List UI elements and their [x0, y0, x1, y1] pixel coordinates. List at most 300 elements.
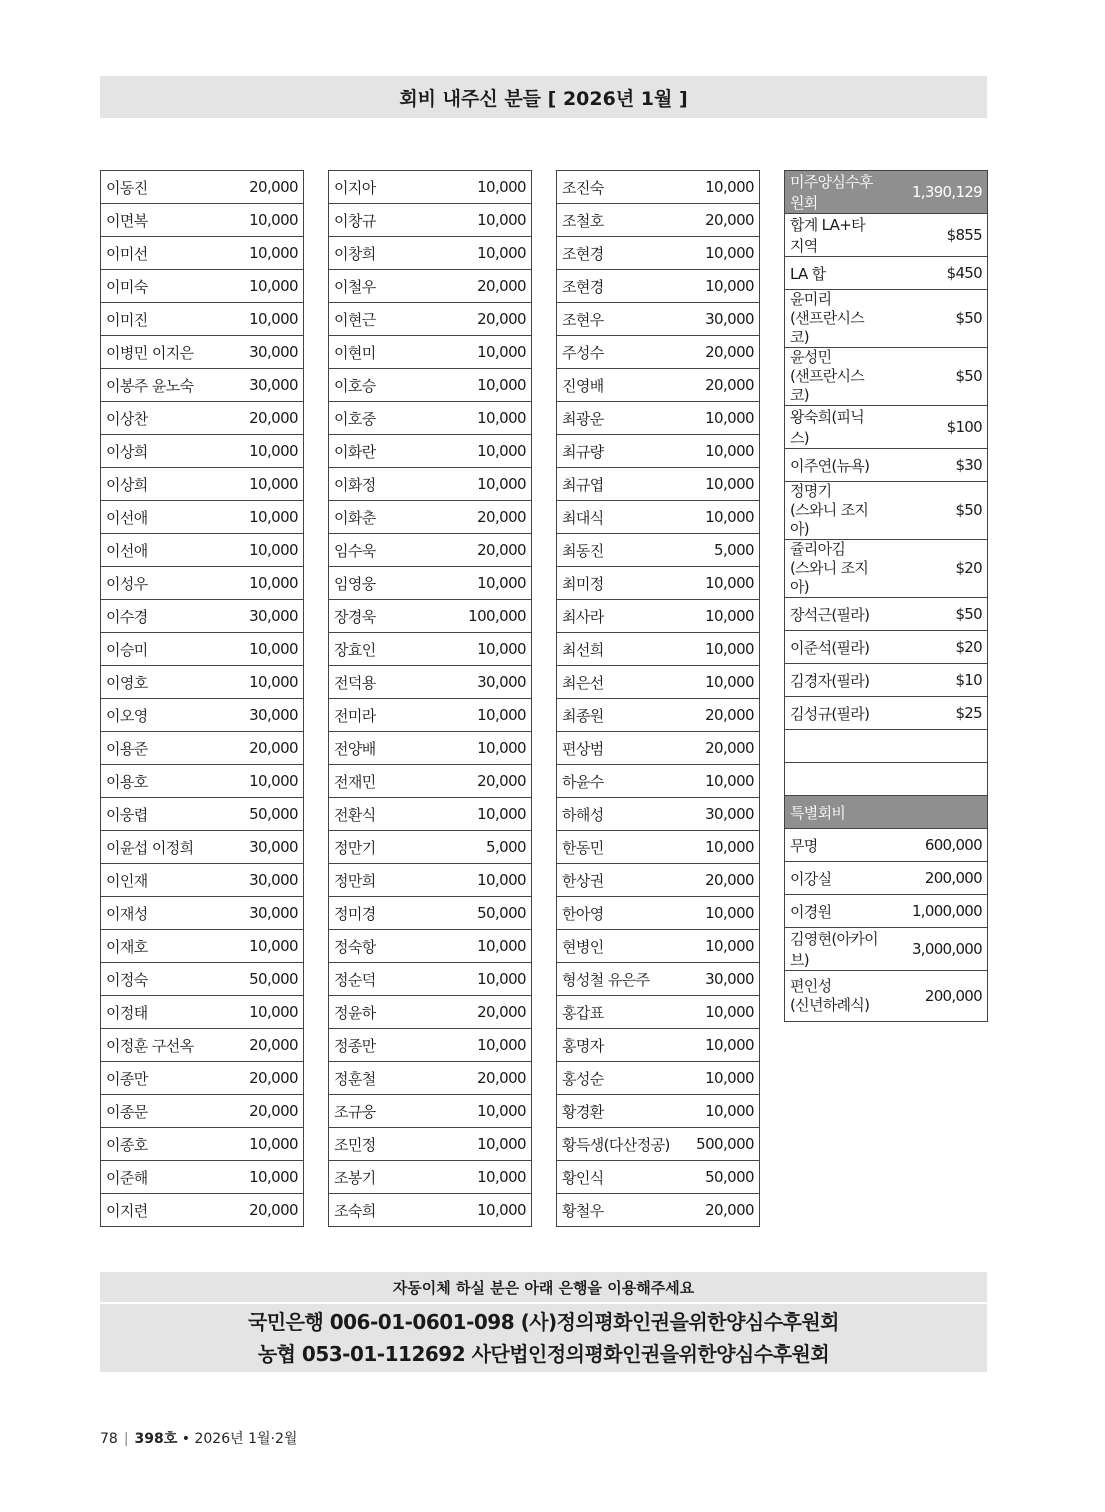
donation-amount: 500,000: [658, 1128, 760, 1161]
table-row: [329, 963, 532, 996]
table-row: [101, 798, 304, 831]
donor-name: 합계 LA+타 지역: [785, 214, 887, 257]
donation-amount: $50: [886, 348, 988, 406]
donation-amount: 20,000: [430, 534, 532, 567]
donation-amount: 10,000: [202, 534, 304, 567]
donation-amount: 10,000: [202, 1161, 304, 1194]
donation-amount: 10,000: [202, 765, 304, 798]
donation-amount: 10,000: [658, 501, 760, 534]
donation-amount: 20,000: [202, 402, 304, 435]
donor-name: 조현경: [557, 270, 659, 303]
table-row: [101, 270, 304, 303]
table-row: [329, 930, 532, 963]
donor-name: 조규웅: [329, 1095, 431, 1128]
donor-name: 이상희: [101, 435, 203, 468]
donor-name: 전양배: [329, 732, 431, 765]
us-section-header: [785, 171, 988, 214]
donor-name: 이상찬: [101, 402, 203, 435]
donation-amount: 100,000: [430, 600, 532, 633]
donor-name: 이성우: [101, 567, 203, 600]
bank-line-nonghyup: 농협 053-01-112692 사단법인정의평화인권을위한양심수후원회: [257, 1341, 830, 1366]
donation-amount: 10,000: [430, 402, 532, 435]
donor-name: 이지아: [329, 171, 431, 204]
table-row: [329, 204, 532, 237]
table-row: [557, 996, 760, 1029]
donation-amount: 10,000: [202, 666, 304, 699]
donor-name: 장석근(필라): [785, 598, 887, 631]
donor-name: 정만희: [329, 864, 431, 897]
donation-amount: 10,000: [202, 501, 304, 534]
table-row: [785, 449, 988, 482]
donation-amount: 10,000: [430, 1029, 532, 1062]
donation-amount: 10,000: [658, 831, 760, 864]
page-title: 회비 내주신 분들 [ 2026년 1월 ]: [100, 76, 987, 118]
donation-amount: $20: [886, 631, 988, 664]
table-row: [785, 598, 988, 631]
donation-amount: 10,000: [430, 798, 532, 831]
special-section-header: [785, 796, 988, 829]
donor-name: 조현우: [557, 303, 659, 336]
donor-name: 쥴리아김 (스와니 조지아): [785, 540, 887, 598]
table-row: [101, 1194, 304, 1227]
donor-name: 최광운: [557, 402, 659, 435]
donation-amount: $25: [886, 697, 988, 730]
table-row: [329, 1095, 532, 1128]
table-row: [101, 732, 304, 765]
donation-amount: 20,000: [658, 336, 760, 369]
table-row: [101, 237, 304, 270]
table-row: [329, 336, 532, 369]
us-section-total: 1,390,129: [886, 171, 988, 214]
donor-table-2: [328, 170, 532, 1227]
table-row: [557, 468, 760, 501]
donor-table-1: [100, 170, 304, 1227]
donor-name: 조현경: [557, 237, 659, 270]
donor-name: 무명: [785, 829, 887, 862]
donor-name: 최사라: [557, 600, 659, 633]
donation-amount: 20,000: [658, 1194, 760, 1227]
donation-amount: 20,000: [430, 303, 532, 336]
donor-name: 이철우: [329, 270, 431, 303]
donor-name: 조숙희: [329, 1194, 431, 1227]
donation-amount: 10,000: [202, 237, 304, 270]
donation-amount: $10: [886, 664, 988, 697]
donation-amount: 20,000: [430, 1062, 532, 1095]
donor-name: 이지련: [101, 1194, 203, 1227]
donation-amount: 30,000: [202, 699, 304, 732]
donor-name: LA 합: [785, 257, 887, 290]
donation-amount: 200,000: [886, 862, 988, 895]
donation-amount: 30,000: [202, 864, 304, 897]
table-row: [557, 336, 760, 369]
donation-amount: 20,000: [202, 1029, 304, 1062]
table-row: [329, 699, 532, 732]
donor-name: 이화춘: [329, 501, 431, 534]
table-row: [101, 501, 304, 534]
table-row: [101, 369, 304, 402]
table-row: [557, 1194, 760, 1227]
donation-amount: 10,000: [658, 435, 760, 468]
donor-name: 전환식: [329, 798, 431, 831]
table-row: [329, 1161, 532, 1194]
table-row: [329, 897, 532, 930]
table-row: [101, 1161, 304, 1194]
table-row: [329, 1029, 532, 1062]
donation-amount: 20,000: [658, 732, 760, 765]
donation-amount: 20,000: [658, 864, 760, 897]
donor-name: 김성규(필라): [785, 697, 887, 730]
donation-amount: 30,000: [202, 831, 304, 864]
donation-amount: $855: [886, 214, 988, 257]
table-row: [329, 1062, 532, 1095]
table-row: [557, 600, 760, 633]
donation-amount: 200,000: [886, 971, 988, 1022]
donation-amount: 20,000: [202, 732, 304, 765]
table-row: [785, 540, 988, 598]
donor-name: 정훈철: [329, 1062, 431, 1095]
donation-amount: 10,000: [430, 864, 532, 897]
donation-amount: 10,000: [430, 1194, 532, 1227]
donation-amount: 10,000: [658, 402, 760, 435]
table-row: [557, 567, 760, 600]
donor-name: 최규엽: [557, 468, 659, 501]
donation-amount: 30,000: [658, 798, 760, 831]
table-row: [785, 290, 988, 348]
donation-amount: 10,000: [430, 435, 532, 468]
table-row: [557, 798, 760, 831]
donor-name: 장경욱: [329, 600, 431, 633]
donation-amount: 20,000: [658, 369, 760, 402]
issue-date: 2026년 1월·2월: [194, 1431, 298, 1447]
donation-amount: 10,000: [202, 930, 304, 963]
donor-name: 윤미리 (샌프란시스코): [785, 290, 887, 348]
table-row: [329, 831, 532, 864]
donation-amount: 10,000: [430, 963, 532, 996]
donor-name: 이현미: [329, 336, 431, 369]
table-row: [557, 732, 760, 765]
donor-name: 이오영: [101, 699, 203, 732]
donation-amount: 20,000: [430, 765, 532, 798]
donor-name: 이종문: [101, 1095, 203, 1128]
table-row: [329, 996, 532, 1029]
donor-name: 임수욱: [329, 534, 431, 567]
donor-name: 황철우: [557, 1194, 659, 1227]
table-row: [557, 1095, 760, 1128]
donor-name: 이재호: [101, 930, 203, 963]
donor-name: 이선애: [101, 501, 203, 534]
donor-name: 현병인: [557, 930, 659, 963]
donor-name: 최규량: [557, 435, 659, 468]
donation-amount: 10,000: [430, 237, 532, 270]
donation-amount: 10,000: [658, 171, 760, 204]
table-row: [557, 666, 760, 699]
empty-row: [785, 763, 988, 796]
table-row: [101, 633, 304, 666]
table-row: [101, 864, 304, 897]
donation-amount: 10,000: [430, 1161, 532, 1194]
table-row: [785, 895, 988, 928]
table-row: [785, 928, 988, 971]
table-row: [785, 631, 988, 664]
donation-amount: 10,000: [430, 732, 532, 765]
donation-amount: 10,000: [658, 567, 760, 600]
donation-amount: 5,000: [430, 831, 532, 864]
donor-name: 진영배: [557, 369, 659, 402]
donation-amount: 20,000: [202, 1194, 304, 1227]
donor-name: 이상희: [101, 468, 203, 501]
table-row: [101, 336, 304, 369]
table-row: [329, 435, 532, 468]
table-row: [329, 237, 532, 270]
donation-amount: 3,000,000: [886, 928, 988, 971]
donor-name: 조봉기: [329, 1161, 431, 1194]
donation-amount: 10,000: [202, 435, 304, 468]
donor-name: 조민정: [329, 1128, 431, 1161]
donor-name: 이정숙: [101, 963, 203, 996]
table-row: [785, 664, 988, 697]
donation-amount: 10,000: [430, 633, 532, 666]
donor-name: 이면복: [101, 204, 203, 237]
table-row: [557, 1029, 760, 1062]
table-row: [329, 369, 532, 402]
table-row: [557, 501, 760, 534]
bank-info: [100, 1304, 987, 1372]
donation-amount: 10,000: [202, 633, 304, 666]
donation-amount: 10,000: [658, 897, 760, 930]
donation-amount: $50: [886, 290, 988, 348]
donation-amount: 10,000: [430, 369, 532, 402]
table-row: [329, 534, 532, 567]
donation-amount: 10,000: [430, 336, 532, 369]
donation-amount: 10,000: [658, 996, 760, 1029]
table-row: [329, 666, 532, 699]
donor-name: 하윤수: [557, 765, 659, 798]
donation-amount: 30,000: [202, 897, 304, 930]
table-row: [329, 501, 532, 534]
us-special-table: [784, 170, 988, 1022]
donor-name: 이주연(뉴욕): [785, 449, 887, 482]
table-row: [557, 765, 760, 798]
table-row: [557, 633, 760, 666]
donor-name: 최선희: [557, 633, 659, 666]
table-row: [329, 732, 532, 765]
donor-name: 이인재: [101, 864, 203, 897]
table-row: [329, 171, 532, 204]
donor-name: 이강실: [785, 862, 887, 895]
table-row: [329, 402, 532, 435]
donor-name: 장효인: [329, 633, 431, 666]
donation-amount: 30,000: [430, 666, 532, 699]
donor-name: 이미선: [101, 237, 203, 270]
donation-amount: 10,000: [430, 1128, 532, 1161]
table-row: [557, 864, 760, 897]
table-row: [101, 435, 304, 468]
table-row: [785, 348, 988, 406]
donation-amount: 20,000: [430, 501, 532, 534]
table-row: [329, 1194, 532, 1227]
donor-name: 전재민: [329, 765, 431, 798]
table-row: [557, 237, 760, 270]
table-row: [557, 369, 760, 402]
page-number: 78: [100, 1431, 118, 1447]
table-row: [557, 1062, 760, 1095]
table-row: [557, 897, 760, 930]
table-row: [329, 1128, 532, 1161]
donor-table-3: [556, 170, 760, 1227]
table-row: [101, 402, 304, 435]
special-section-label: 특별회비: [785, 796, 887, 829]
donor-name: 최동진: [557, 534, 659, 567]
bank-notice: 자동이체 하실 분은 아래 은행을 이용해주세요: [100, 1272, 987, 1302]
donor-name: 한동민: [557, 831, 659, 864]
donor-name: 주성수: [557, 336, 659, 369]
donor-name: 이준석(필라): [785, 631, 887, 664]
donation-amount: 10,000: [430, 567, 532, 600]
donor-name: 이창희: [329, 237, 431, 270]
donation-amount: $100: [886, 406, 988, 449]
table-row: [557, 204, 760, 237]
donor-name: 홍성순: [557, 1062, 659, 1095]
table-row: [101, 996, 304, 1029]
donation-amount: 10,000: [202, 567, 304, 600]
table-row: [101, 666, 304, 699]
donation-amount: 10,000: [658, 1029, 760, 1062]
table-row: [557, 303, 760, 336]
donor-name: 전미라: [329, 699, 431, 732]
donation-amount: 20,000: [202, 171, 304, 204]
table-row: [101, 930, 304, 963]
issue-number: 398호: [134, 1431, 178, 1447]
donor-name: 이미숙: [101, 270, 203, 303]
table-row: [101, 600, 304, 633]
donor-name: 이용호: [101, 765, 203, 798]
table-row: [101, 567, 304, 600]
table-row: [101, 963, 304, 996]
donation-amount: 600,000: [886, 829, 988, 862]
donor-name: 이현근: [329, 303, 431, 336]
donor-name: 정종만: [329, 1029, 431, 1062]
table-row: [101, 468, 304, 501]
table-row: [329, 270, 532, 303]
donor-name: 정숙항: [329, 930, 431, 963]
donor-name: 이준해: [101, 1161, 203, 1194]
donation-amount: $450: [886, 257, 988, 290]
donation-amount: 10,000: [430, 204, 532, 237]
donor-name: 전덕용: [329, 666, 431, 699]
donor-name: 이경원: [785, 895, 887, 928]
donor-name: 최미정: [557, 567, 659, 600]
donor-name: 이화란: [329, 435, 431, 468]
table-row: [329, 765, 532, 798]
donation-amount: 10,000: [430, 468, 532, 501]
donor-name: 한아영: [557, 897, 659, 930]
donation-amount: 10,000: [202, 270, 304, 303]
donation-amount: $30: [886, 449, 988, 482]
donor-name: 이봉주 윤노숙: [101, 369, 203, 402]
donation-amount: 10,000: [658, 270, 760, 303]
donation-amount: 10,000: [658, 237, 760, 270]
donor-name: 정명기 (스와니 조지아): [785, 482, 887, 540]
table-row: [557, 963, 760, 996]
donor-name: 황득생(다산정공): [557, 1128, 659, 1161]
table-row: [557, 831, 760, 864]
donation-amount: 10,000: [658, 633, 760, 666]
table-row: [329, 633, 532, 666]
table-row: [101, 534, 304, 567]
donation-amount: 5,000: [658, 534, 760, 567]
donor-name: 이재성: [101, 897, 203, 930]
donation-amount: 20,000: [202, 1095, 304, 1128]
donor-name: 이승미: [101, 633, 203, 666]
table-row: [557, 699, 760, 732]
donation-amount: 20,000: [202, 1062, 304, 1095]
donation-amount: 50,000: [202, 798, 304, 831]
donor-name: 최대식: [557, 501, 659, 534]
donation-amount: 10,000: [430, 171, 532, 204]
table-row: [101, 1095, 304, 1128]
table-row: [329, 303, 532, 336]
donation-amount: 10,000: [658, 600, 760, 633]
table-row: [101, 699, 304, 732]
table-row: [101, 1128, 304, 1161]
us-section-label: 미주양심수후원회: [785, 171, 887, 214]
donor-name: 윤성민 (샌프란시스코): [785, 348, 887, 406]
donor-name: 이종호: [101, 1128, 203, 1161]
table-row: [785, 257, 988, 290]
table-row: [557, 930, 760, 963]
table-row: [785, 862, 988, 895]
table-row: [557, 534, 760, 567]
donation-amount: 20,000: [658, 204, 760, 237]
donor-name: 이수경: [101, 600, 203, 633]
donor-name: 형성철 유은주: [557, 963, 659, 996]
donor-name: 이화정: [329, 468, 431, 501]
donation-amount: 10,000: [430, 699, 532, 732]
donor-name: 이용준: [101, 732, 203, 765]
donor-name: 홍갑표: [557, 996, 659, 1029]
donation-amount: 10,000: [202, 204, 304, 237]
donor-name: 이정태: [101, 996, 203, 1029]
table-row: [785, 482, 988, 540]
donor-name: 이윤섭 이정희: [101, 831, 203, 864]
donation-amount: $50: [886, 598, 988, 631]
donor-name: 이정훈 구선옥: [101, 1029, 203, 1062]
donation-amount: 10,000: [202, 468, 304, 501]
table-row: [101, 831, 304, 864]
table-row: [557, 435, 760, 468]
donation-amount: 20,000: [658, 699, 760, 732]
donor-name: 조진숙: [557, 171, 659, 204]
donor-name: 이웅렵: [101, 798, 203, 831]
donation-amount: $20: [886, 540, 988, 598]
table-row: [329, 567, 532, 600]
donation-amount: 30,000: [658, 963, 760, 996]
donation-amount: 1,000,000: [886, 895, 988, 928]
donor-name: 이병민 이지은: [101, 336, 203, 369]
donor-name: 정미경: [329, 897, 431, 930]
donation-amount: 20,000: [430, 270, 532, 303]
donor-name: 이종만: [101, 1062, 203, 1095]
donation-amount: 10,000: [658, 666, 760, 699]
table-row: [785, 214, 988, 257]
table-row: [101, 897, 304, 930]
donor-name: 조철호: [557, 204, 659, 237]
donor-name: 이선애: [101, 534, 203, 567]
donor-name: 하해성: [557, 798, 659, 831]
donor-name: 편인성 (신년하례식): [785, 971, 887, 1022]
table-row: [557, 402, 760, 435]
donation-amount: 10,000: [202, 1128, 304, 1161]
